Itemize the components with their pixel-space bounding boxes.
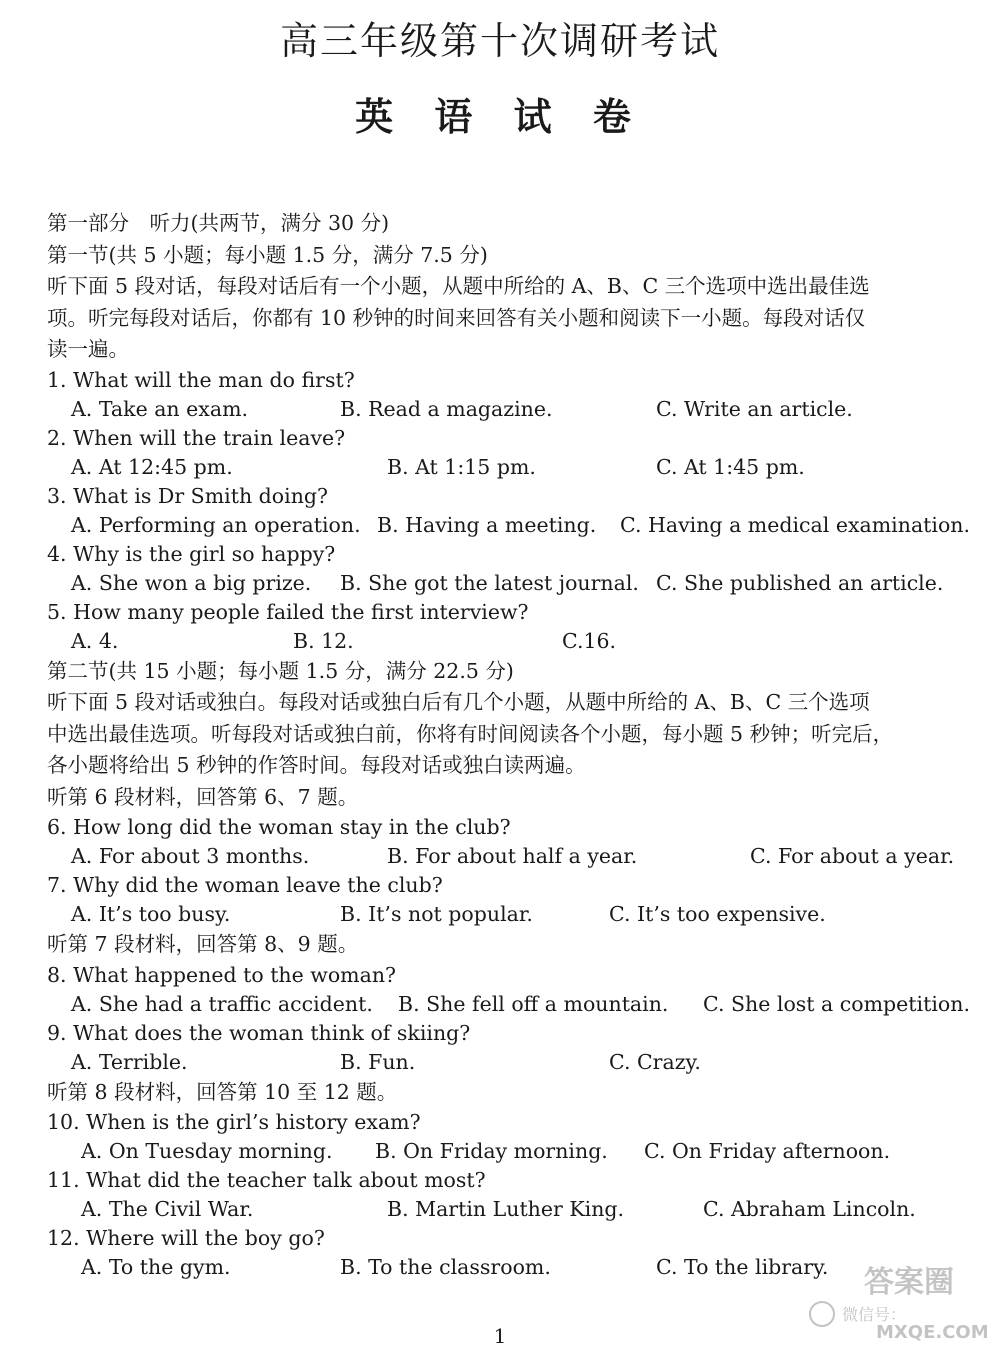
option-c: C. Write an article. [656, 396, 853, 421]
section1-heading: 第一节(共 5 小题；每小题 1.5 分，满分 7.5 分) [47, 242, 488, 267]
option-b: B. For about half a year. [387, 844, 638, 868]
option-a: A. She won a big prize. [71, 570, 312, 595]
option-b: B. 12. [293, 628, 354, 653]
question-stem: 11. What did the teacher talk about most? [47, 1168, 486, 1192]
part1-heading: 第一部分 听力(共两节，满分 30 分) [47, 211, 390, 235]
option-c: C. Having a medical examination. [620, 512, 971, 537]
option-a: A. To the gym. [81, 1255, 231, 1279]
exam-content [47, 208, 971, 1282]
option-b: B. She got the latest journal. [340, 570, 639, 595]
option-b: B. Martin Luther King. [387, 1197, 625, 1221]
page-number: 1 [493, 1324, 507, 1348]
option-a: A. It’s too busy. [71, 902, 231, 926]
question-stem: 3. What is Dr Smith doing? [47, 483, 329, 508]
svg-text:微信号：: 微信号： [842, 1305, 907, 1324]
question-stem: 9. What does the woman think of skiing? [47, 1020, 471, 1045]
question-options [47, 842, 967, 871]
option-b: B. Fun. [340, 1049, 416, 1074]
question-options [47, 569, 967, 598]
section2-instructions-line: 各小题将给出 5 秒钟的作答时间。每段对话或独白读两遍。 [47, 753, 586, 777]
question-stem: 5. How many people failed the first interview? [47, 599, 529, 624]
question-stem: 4. Why is the girl so happy? [47, 541, 336, 566]
exam-subtitle: 英 语 试 卷 [355, 94, 645, 139]
section2-heading: 第二节(共 15 小题；每小题 1.5 分，满分 22.5 分) [47, 658, 514, 683]
option-b: B. Read a magazine. [340, 396, 553, 421]
option-c: C. On Friday afternoon. [644, 1139, 891, 1163]
question-options [47, 900, 967, 929]
option-a: A. Performing an operation. [71, 512, 361, 537]
option-c: C. It’s too expensive. [609, 902, 826, 926]
question-options [47, 1137, 967, 1166]
material-heading: 听第 7 段材料，回答第 8、9 题。 [47, 932, 359, 956]
wechat-icon [810, 1302, 834, 1326]
option-b: B. On Friday morning. [375, 1139, 608, 1163]
option-c: C.16. [562, 628, 617, 653]
question-options [47, 1048, 967, 1077]
option-c: C. She lost a competition. [703, 991, 970, 1016]
section2-instructions-line: 中选出最佳选项。听每段对话或独白前，你将有时间阅读各个小题，每小题 5 秒钟；听完后， [47, 721, 894, 746]
option-a: A. Terrible. [71, 1049, 188, 1074]
option-a: A. She had a traffic accident. [71, 991, 373, 1016]
question-stem: 7. Why did the woman leave the club? [47, 873, 443, 897]
question-options [47, 627, 967, 656]
svg-text:MXQE.COM: MXQE.COM [876, 1322, 989, 1342]
section1-instructions-line: 听下面 5 段对话，每段对话后有一个小题，从题中所给的 A、B、C 三个选项中选出最佳选 [47, 274, 870, 298]
option-b: B. To the classroom. [340, 1255, 551, 1279]
question-stem: 6. How long did the woman stay in the club? [47, 815, 511, 839]
question-stem: 2. When will the train leave? [47, 425, 346, 450]
question-stem: 8. What happened to the woman? [47, 962, 397, 987]
option-b: B. She fell off a mountain. [398, 991, 669, 1016]
option-a: A. Take an exam. [71, 396, 249, 421]
section1-instructions-line: 项。听完每段对话后，你都有 10 秒钟的时间来回答有关小题和阅读下一小题。每段对话仅 [47, 305, 866, 330]
option-c: C. At 1:45 pm. [656, 454, 805, 479]
option-c: C. Abraham Lincoln. [703, 1197, 916, 1221]
option-b: B. Having a meeting. [377, 512, 597, 537]
option-a: A. At 12:45 pm. [71, 454, 233, 479]
option-a: A. 4. [71, 628, 119, 653]
question-stem: 1. What will the man do first? [47, 367, 355, 392]
option-a: A. For about 3 months. [71, 844, 310, 868]
option-a: A. On Tuesday morning. [81, 1139, 333, 1163]
option-c: C. For about a year. [750, 844, 955, 868]
material-heading: 听第 6 段材料，回答第 6、7 题。 [47, 784, 359, 809]
watermark-logo [804, 1262, 994, 1342]
question-options [47, 395, 967, 424]
option-b: B. It’s not popular. [340, 902, 533, 926]
option-a: A. The Civil War. [81, 1197, 254, 1221]
material-heading: 听第 8 段材料，回答第 10 至 12 题。 [47, 1079, 398, 1104]
section1-instructions-line: 读一遍。 [47, 337, 129, 361]
option-c: C. She published an article. [656, 570, 944, 595]
option-c: C. Crazy. [609, 1049, 701, 1074]
question-stem: 10. When is the girl’s history exam? [47, 1110, 421, 1134]
option-b: B. At 1:15 pm. [387, 454, 536, 479]
exam-title: 高三年级第十次调研考试 [279, 19, 720, 63]
svg-text:答案圈: 答案圈 [864, 1265, 954, 1300]
question-options [47, 990, 970, 1019]
section2-instructions-line: 听下面 5 段对话或独白。每段对话或独白后有几个小题，从题中所给的 A、B、C 三个选项 [47, 690, 870, 714]
question-stem: 12. Where will the boy go? [47, 1226, 325, 1250]
question-options [47, 511, 971, 540]
question-options [47, 453, 967, 482]
question-options [47, 1195, 967, 1224]
option-c: C. To the library. [656, 1255, 829, 1279]
